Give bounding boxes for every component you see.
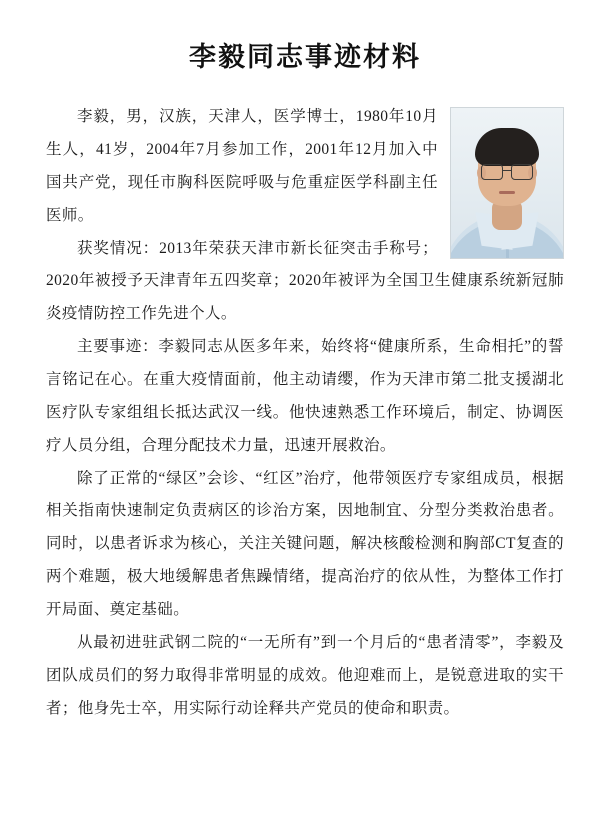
photo-glasses-bridge [503,170,511,171]
paragraph-main-deeds: 主要事迹：李毅同志从医多年来，始终将“健康所系，生命相托”的誓言铭记在心。在重大疫情面前，他主动请缨，作为天津市第二批支援湖北医疗队专家组组长抵达武汉一线。他快速熟悉工作环境后，制定、协调医疗人员分组，合理分配技术力量，迅速开展救治。 [46,338,564,454]
photo-glasses-left [481,164,503,180]
photo-hair [475,128,539,166]
paragraph-treatment-plan: 除了正常的“绿区”会诊、“红区”治疗，他带领医疗专家组成员，根据相关指南快速制定负责病区的诊治方案，因地制宜、分型分类救治患者。同时，以患者诉求为核心，关注关键问题，解决核酸检测和胸部CT复查的两个难题，极大地缓解患者焦躁情绪，提高治疗的依从性，为整体工作打开局面、奠定基础。 [46,469,564,618]
paragraph-conclusion: 从最初进驻武钢二院的“一无所有”到一个月后的“患者清零”，李毅及团队成员们的努力取得非常明显的成效。他迎难而上，是锐意进取的实干者；他身先士卒，用实际行动诠释共产党员的使命和职责。 [46,633,564,717]
page-title: 李毅同志事迹材料 [189,42,421,72]
paragraph-basic-info: 李毅，男，汉族，天津人，医学博士，1980年10月生人，41岁，2004年7月参加工作，2001年12月加入中国共产党，现任市胸科医院呼吸与危重症医学科副主任医师。 [46,108,438,224]
photo-glasses-right [511,164,533,180]
document-body [46,101,564,725]
portrait-photo [450,107,564,259]
photo-mouth [499,191,515,194]
paragraph-awards: 获奖情况：2013年荣获天津市新长征突击手称号；2020年被授予天津青年五四奖章；2020年被评为全国卫生健康系统新冠肺炎疫情防控工作先进个人。 [46,239,564,323]
